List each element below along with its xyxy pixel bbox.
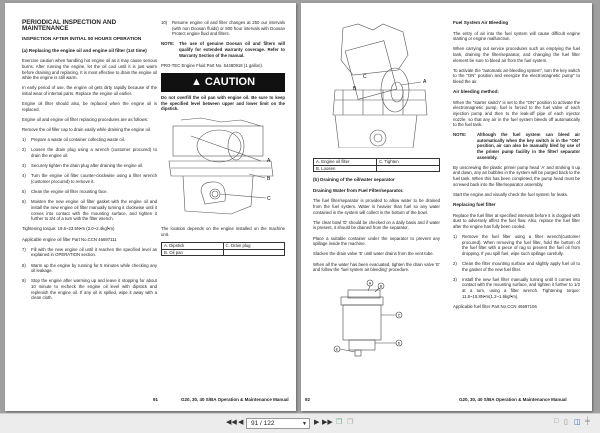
- paragraph: Slacken the drain valve 'E' until water drains from the vent tube.: [313, 251, 434, 257]
- replacing-heading: Replacing fuel filter: [453, 202, 496, 207]
- svg-text:B: B: [379, 284, 383, 289]
- paragraph: When the "starter switch" is set to the "ON" position to activate the electromagnetic pump, fuel is forced to the fuel valve of each injection pump and then to the leak-off pipe of each injector nozzle, so that any air in the fuel system bleeds off automatically to the fuel tank.: [453, 99, 580, 128]
- copy-icon[interactable]: ❐: [336, 419, 343, 426]
- warning-icon: ▲: [190, 75, 205, 88]
- continuous-view-icon[interactable]: ▯: [564, 419, 568, 426]
- list-item: 2) Loosen the drain plug using a wrench (customer procured) to drain the engine oil.: [22, 147, 157, 159]
- paragraph: The clear bowl 'D' should be checked on a daily basis and if water is present, it should be drained from the separator.: [313, 219, 440, 231]
- next-page-icon[interactable]: ▶: [314, 419, 320, 426]
- page-number-input[interactable]: 91 / 122 ▼: [246, 418, 310, 429]
- draining-heading: Draining Water from Fuel Filter/separator.: [313, 187, 404, 193]
- page-number: 92: [305, 397, 311, 402]
- list-item: 3) Install the new fuel filter manually turning until it comes into contact with the mounting surface, and tighten it further to 1/2 at a turn, using a filter wrench. Tightening torque: 11.8~15.8N•m(1.2~1.6kgf•m).: [453, 276, 580, 299]
- protec-text: PRO-TEC Engine Fluid Part No. 54480918 (1 gallon).: [161, 62, 263, 68]
- list-item: 5) Clean the engine oil filter mounting face.: [22, 189, 108, 195]
- list-item: 6) Moisten the new engine oil filter gasket with the engine oil and install the new engine oil filter manually turning it clockwise until it comes into contact with the mounting surface, and tighten it further to 3/4 of a turn with the filter wrench.: [22, 199, 157, 222]
- list-item: 4) Turn the engine oil filter counter-clockwise using a filter wrench (customer procured) to remove it.: [22, 173, 157, 185]
- prev-page-icon[interactable]: ◀: [238, 419, 244, 426]
- paragraph: When all the water has been evacuated, tighten the drain valve 'E' and follow the 'fuel system air bleeding' procedure.: [313, 261, 440, 273]
- list-item: 3) Securely tighten the drain plug after draining the engine oil.: [22, 163, 144, 169]
- oil-pan-illustration: [161, 116, 285, 226]
- paragraph: Engine oil and engine oil filter replacing procedures are as follows:: [22, 116, 149, 122]
- chevron-down-icon[interactable]: ▼: [302, 421, 307, 427]
- paragraph: In early period of use, the engine oil gets dirty rapidly because of the initial wear of internal parts. Replace the engine oil earlier.: [22, 85, 157, 96]
- page-number: 91: [153, 397, 159, 402]
- section-b-heading: (b) Draining of the oil/water separator: [313, 177, 395, 183]
- list-item: 8) Warm up the engine by running for 5 minutes while checking any oil leakage.: [22, 262, 157, 274]
- caution-banner: ▲ CAUTION: [161, 73, 285, 92]
- list-item: 9) Stop the engine after warming up and leave it stopping for about 10 minute to recheck the engine oil level with dipstick and replenish the engine oil. If any oil is spilled, wipe it away with a clean cloth.: [22, 278, 157, 301]
- paragraph: Start the engine and visually check the fuel system for leaks.: [453, 191, 569, 197]
- paragraph: Place a suitable container under the separator to prevent any spillage inside the machine.: [313, 235, 440, 247]
- note: NOTE: The use of genuine Doosan oil and filters will qualify for extended warranty coverage. Refer to Warranty Section of the manual.: [161, 41, 285, 58]
- paragraph: When carrying out service procedures such as emptying the fuel tank, draining the filter/separator, and changing the fuel filter element be sure to bleed air from the fuel system.: [453, 46, 580, 63]
- paragraph: By unscrewing the plastic primer pump head 'A' and stroking it up and down, any air bubbles in the system will be purged back to the fuel tank. When this has been completed, the pump head must be screwed back into the filter/separator assembly.: [453, 164, 580, 187]
- part-number-text: Applicable fuel filter Part No.CCN 46697106: [453, 303, 537, 309]
- subheading: INSPECTION AFTER INITIAL 50 HOURS OPERATION: [22, 37, 142, 43]
- right-column: [161, 20, 285, 261]
- location-text: The location depends on the engine installed on the machine unit.: [161, 226, 285, 237]
- note: NOTE: Although the fuel system can bleed air automatically when the key switch is in the "ON" position, air can also be manually bled by use of the primer pump facility in the filter/ separator assembly.: [453, 132, 580, 160]
- paragraph: Engine oil filter should also, be replaced when the engine oil is replaced.: [22, 101, 157, 112]
- page-footer: G20, 30, 40 S/BA Operation & Maintenance Manual: [459, 397, 567, 402]
- viewer-toolbar: [0, 413, 600, 433]
- single-page-view-icon[interactable]: □: [554, 418, 559, 425]
- svg-text:C: C: [397, 313, 401, 318]
- page-91: [5, 3, 296, 411]
- svg-text:C: C: [363, 74, 367, 80]
- engine-oil-filter-illustration: [313, 20, 440, 148]
- svg-text:A: A: [423, 79, 427, 85]
- last-page-icon[interactable]: ▶▶: [322, 419, 333, 426]
- paste-icon[interactable]: ❐: [347, 419, 354, 426]
- list-item: 2) Clean the filter mounting surface and slightly apply fuel oil to the gasket of the new fuel filter.: [453, 260, 580, 272]
- paragraph: Exercise caution when handling hot engine oil as it may cause serious burns. After running the engine, let the oil cool until it is just warm before draining and replacing. It is most effective to drain the engine oil while the engine is still warm.: [22, 58, 157, 81]
- paragraph: Remove the oil filler cap to drain easily while draining the engine oil.: [22, 127, 151, 133]
- first-page-icon[interactable]: ◀◀: [226, 419, 237, 426]
- list-item: 1) Prepare a waste oil container collecting waste oil.: [22, 137, 125, 143]
- svg-text:A: A: [368, 281, 372, 286]
- svg-text:C: C: [267, 196, 271, 203]
- paragraph: Replace the fuel filter at specified intervals before it is clogged with dust to adversely affect the fuel flow. Also, replace the fuel filter after the engine has fully been cooled.: [453, 212, 580, 229]
- legend-table: A. Dipstick C. Drain plug B. Oil pan: [161, 242, 285, 256]
- paragraph: The entry of air into the fuel system will cause difficult engine starting or engine malfunction.: [453, 30, 580, 42]
- fuel-separator-illustration: [313, 277, 440, 357]
- paragraph: To activate the "automatic air-bleeding system", turn the key switch to the "ON" position and energize the electromagnetic pump" to bleed the air.: [453, 67, 581, 84]
- list-item: 1) Remove the fuel filter using a filter wrench(customer procured). When removing the fuel filter, hold the bottom of the fuel filter with a piece of rag to prevent the fuel oil from dropping. If you spill fuel, wipe such spillage carefully.: [453, 233, 580, 256]
- fit-width-icon[interactable]: ╪: [585, 418, 590, 425]
- list-item: 7) Fill with the new engine oil until it reaches the specified level as explained in OPERATION section.: [22, 246, 157, 258]
- right-column: [453, 20, 580, 314]
- part-number-text: Applicable engine oil filter Part No.CCN 46697111: [22, 236, 117, 242]
- svg-text:A: A: [267, 158, 271, 165]
- air-bleeding-heading: Fuel System Air Bleeding: [453, 20, 509, 25]
- method-heading: Air bleeding method:: [453, 89, 499, 95]
- page-92: [301, 3, 592, 411]
- paragraph: The fuel filter/separator is provided to allow water to be drained from the fuel system. Water is heavier than fuel so any water contained in the system will collect in the bottom of the bowl.: [313, 198, 440, 215]
- page-heading: PERIODICAL INSPECTION AND MAINTENANCE: [22, 19, 117, 32]
- section-a-heading: (a) Replacing the engine oil and engine oil filter (1st time): [22, 47, 147, 53]
- legend-table: A. Engine oil filter C. Tighten B. Loosen: [313, 158, 440, 172]
- two-page-view-icon[interactable]: ◫: [574, 419, 581, 426]
- torque-text: Tightening torque: 19.6~23.5N•m (2.0~2.4kgf•m): [22, 226, 115, 232]
- left-column: [313, 20, 440, 357]
- svg-text:B: B: [267, 176, 271, 183]
- caution-text: Do not overfill the oil pan with engine oil. Be sure to keep the specified level between upper and lower limit on the dipstick.: [161, 94, 285, 112]
- left-column: [22, 20, 157, 305]
- svg-text:D: D: [397, 341, 401, 346]
- list-item: 10) Resume engine oil and filter changes at 250 our intervals (with non Doosan fluids) or 500 hour intervals with Doosan Protect engine fluid and filters.: [161, 20, 285, 37]
- svg-text:E: E: [335, 347, 339, 352]
- page-footer: G20, 30, 40 S/BA Operation & Maintenance Manual: [181, 397, 289, 402]
- svg-text:B: B: [353, 86, 357, 92]
